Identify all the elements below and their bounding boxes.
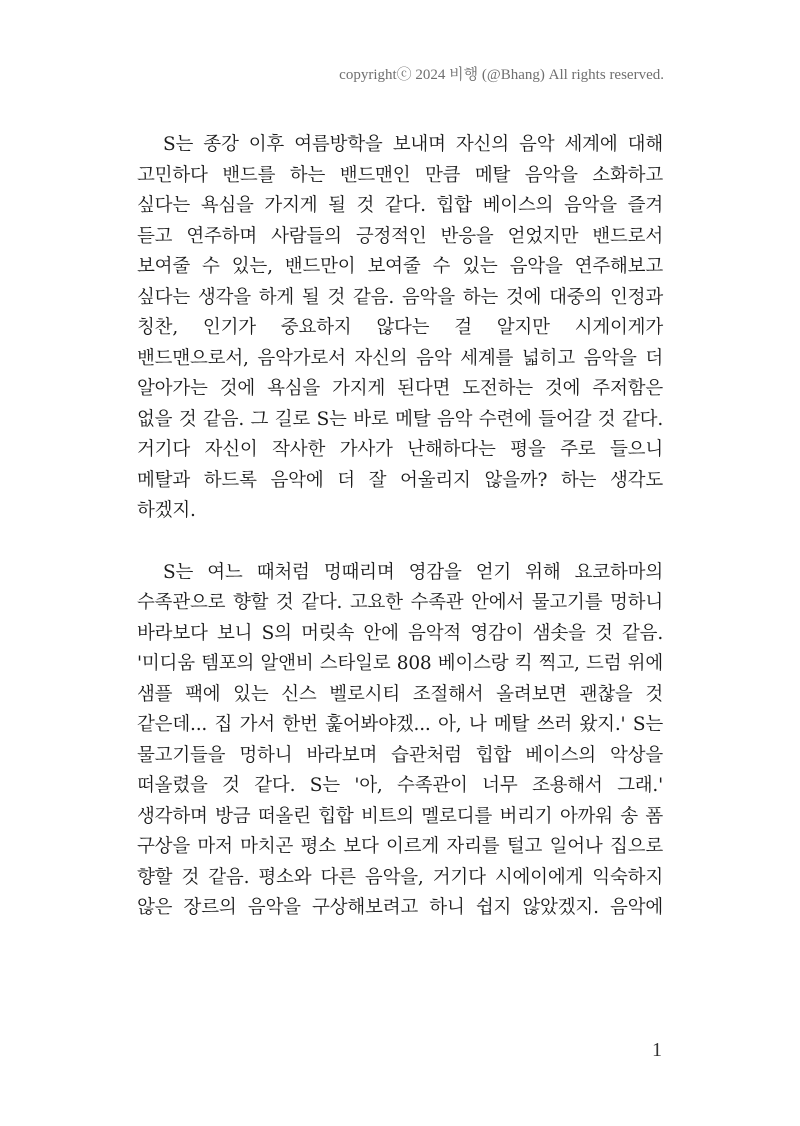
text-line: 싶다는 욕심을 가지게 될 것 같다. 힙합 베이스의 음악을 즐겨 [137, 195, 663, 216]
text-line: 알아가는 것에 욕심을 가지게 된다면 도전하는 것에 주저함은 [137, 378, 663, 399]
text-line: 물고기들을 멍하니 바라보며 습관처럼 힙합 베이스의 악상을 [137, 744, 663, 766]
text-line: 싶다는 생각을 하게 될 것 같음. 음악을 하는 것에 대중의 인정과 [137, 286, 663, 308]
paragraph-spacer [137, 527, 663, 558]
text-line: 향할 것 같음. 평소와 다른 음악을, 거기다 시에이에게 익숙하지 [137, 866, 663, 888]
text-line: 칭찬, 인기가 중요하지 않다는 걸 알지만 시게이게가 [137, 317, 663, 338]
document-body [137, 130, 663, 924]
text-line: 바라보다 보니 S의 머릿속 안에 음악적 영감이 샘솟을 것 같음. [137, 622, 663, 644]
copyright-notice: copyrightⓒ 2024 비행 (@Bhang) All rights reserved. [339, 67, 664, 83]
text-line: 하겠지. [137, 500, 196, 521]
text-line: 생각하며 방금 떠올린 힙합 비트의 멜로디를 버리기 아까워 송 폼 [137, 805, 663, 827]
text-line: 보여줄 수 있는, 밴드만이 보여줄 수 있는 음악을 연주해보고 [137, 256, 663, 277]
text-line: 같은데... 집 가서 한번 훑어봐야겠... 아, 나 메탈 쓰러 왔지.' S는 [137, 714, 663, 735]
paragraph-2 [137, 558, 663, 924]
text-line: 않은 장르의 음악을 구상해보려고 하니 쉽지 않았겠지. 음악에 [137, 897, 663, 918]
paragraph-1 [137, 130, 663, 527]
text-line: 듣고 연주하며 사람들의 긍정적인 반응을 얻었지만 밴드로서 [137, 225, 663, 247]
text-line: 거기다 자신이 작사한 가사가 난해하다는 평을 주로 들으니 [137, 439, 663, 460]
text-line: 샘플 팩에 있는 신스 벨로시티 조절해서 올려보면 괜찮을 것 [137, 683, 663, 705]
text-line: 메탈과 하드록 음악에 더 잘 어울리지 않을까? 하는 생각도 [137, 469, 663, 491]
text-line: 수족관으로 향할 것 같다. 고요한 수족관 안에서 물고기를 멍하니 [137, 592, 663, 613]
text-line: S는 종강 이후 여름방학을 보내며 자신의 음악 세계에 대해 [163, 134, 663, 155]
text-line: 없을 것 같음. 그 길로 S는 바로 메탈 음악 수련에 들어갈 것 같다. [137, 408, 663, 430]
text-line: 구상을 마저 마치곤 평소 보다 이르게 자리를 털고 일어나 집으로 [137, 836, 663, 857]
page-number: 1 [652, 1039, 662, 1061]
text-line: 고민하다 밴드를 하는 밴드맨인 만큼 메탈 음악을 소화하고 [137, 164, 663, 186]
text-line: S는 여느 때처럼 멍때리며 영감을 얻기 위해 요코하마의 [163, 561, 663, 583]
text-line: '미디움 템포의 알앤비 스타일로 808 베이스랑 킥 찍고, 드럼 위에 [137, 653, 663, 674]
text-line: 밴드맨으로서, 음악가로서 자신의 음악 세계를 넓히고 음악을 더 [137, 347, 663, 369]
text-line: 떠올렸을 것 같다. S는 '아, 수족관이 너무 조용해서 그래.' [137, 775, 663, 796]
